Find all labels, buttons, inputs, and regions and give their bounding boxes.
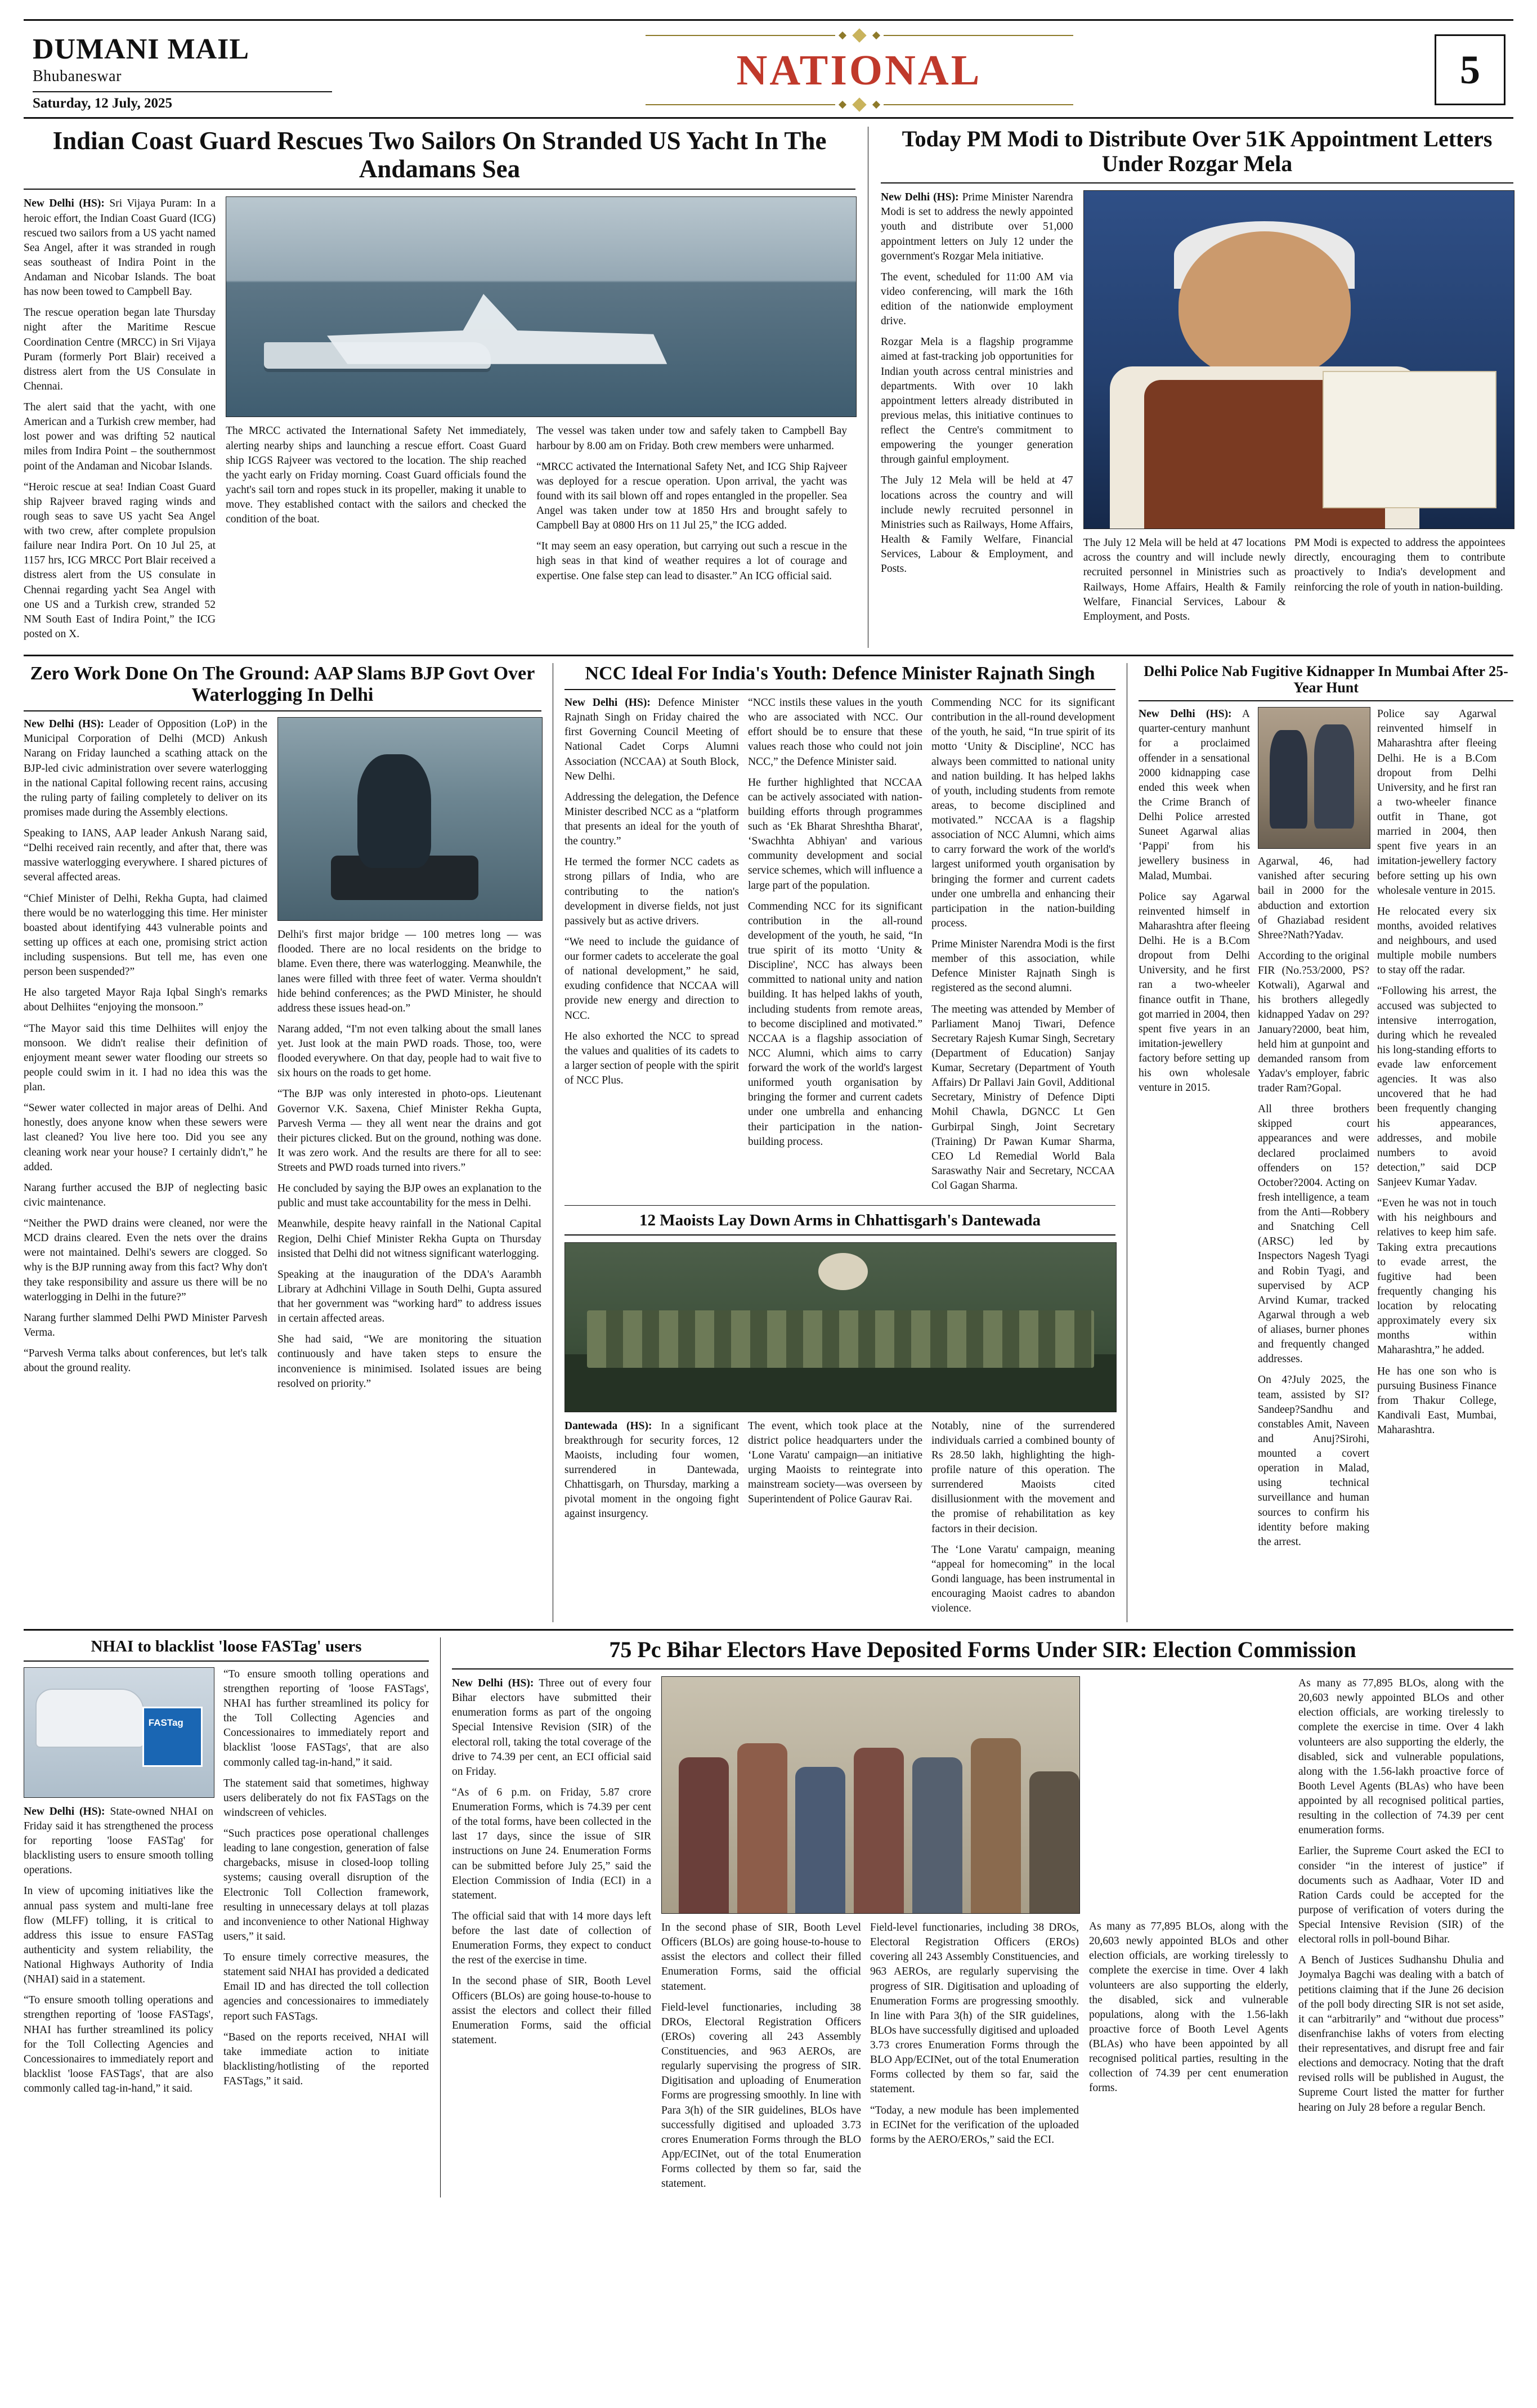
coastguard-para-1: New Delhi (HS): Sri Vijaya Puram: In a heroic effort, the Indian Coast Guard (ICG) rescued two sailors from a US yacht named Sea Angel, after it was stranded in rough seas southeast of Indira Point in the Andaman and Nicobar Islands. The boat has now been towed to Campbell Bay. [24,198,216,298]
sir-photo-spacer [1089,1676,1288,1919]
kidnapper-dateline: New Delhi (HS): [1139,708,1232,720]
aap-headline: Zero Work Done On The Ground: AAP Slams BJP Govt Over Waterlogging In Delhi [30,663,535,706]
sir-headline: 75 Pc Bihar Electors Have Deposited Forms Under SIR: Election Commission [609,1637,1356,1663]
article-kidnapper [1127,663,1513,1622]
sir-para-5: Field-level functionaries, including 38 DROs, Electoral Registration Officers (EROs) covering all 243 Assembly Constituencies, and 963 AEROs, are regularly supervising the progress of SIR. Digitisation and uploading of Enumeration Forms are progressing smoothly. In line with Para 3(h) of the SIR guidelines, BLOs have successfully digitised and uploaded 3.73 crores Enumeration Forms through the BLO App/ECINet, out of the total Enumeration Forms collected by them so far, said the statement. [661,2001,862,2190]
fastag-dateline: New Delhi (HS): [24,1805,105,1818]
sir-photo [661,1676,1080,1914]
kidnapper-para-3: According to the original FIR (No.?53/2000, PS?Kotwali), Agarwal and his brothers allegedly kidnapped Yadav on 29?January?2000, beat him, held him at gunpoint and demanded ransom from Yadav's employer, fabric trader Ram?Gopal. [1258,950,1369,1095]
sir-para-3: The official said that with 14 more days left before the last date of collection of Enumeration Forms, they expect to conduct the rest of the exercise in time. [452,1910,651,1967]
ornament-bottom [646,100,1073,110]
coastguard-para-8: “It may seem an easy operation, but carrying out such a rescue in the high seas in that kind of weather requires a lot of courage and expertise. One false step can lead to disaster.” An ICG official said. [536,540,848,582]
row-bottom [24,1637,1513,2197]
aap-para-4: He also targeted Mayor Raja Iqbal Singh's remarks about Delhiites “enjoying the monsoon.” [24,987,268,1014]
row-separator-2 [24,1629,1513,1631]
fastag-para-4: The statement said that sometimes, highway users deliberately do not fix FASTags on the windscreen of vehicles. [223,1777,429,1819]
aap-para-13: “The BJP was only interested in photo-ops. Lieutenant Governor V.K. Saxena, Chief Minister Rekha Gupta, Parvesh Verma — they all went near the drains and got their pictures clicked. But on the ground, nothing was done. It was zero work. And the results are there for all to see: Streets and PWD roads turned into rivers.” [277,1088,541,1174]
ncc-maoists-separator [564,1205,1115,1206]
ncc-dateline: New Delhi (HS): [564,697,651,709]
voter-shape-6 [971,1738,1021,1913]
rozgar-para-3: Rozgar Mela is a flagship programme aimed at fast-tracking job opportunities for Indian youth across central ministries and departments. With over 10 lakh appointment letters already distributed in previous melas, this initiative continues to reflect the Centre's commitment to empowering the younger generation through gainful employment. [881,336,1073,466]
maoists-para-1: Dantewada (HS): In a significant breakthrough for security forces, 12 Maoists, including four women, surrendered in Dantewada, Chhattisgarh, on Thursday, marking a pivotal moment in the ongoing fight against insurgency. [564,1420,740,1520]
rozgar-rule [881,182,1513,183]
coastguard-rule [24,189,855,190]
aap-para-2: Speaking to IANS, AAP leader Ankush Narang said, “Delhi received rain recently, and after that, there was massive waterlogging everywhere. I shared pictures of several affected areas. [24,827,268,884]
ncc-para-5: He also exhorted the NCC to spread the values and qualities of its cadets to a larger section of people with the spirit of NCC Plus. [564,1030,739,1087]
rozgar-para-4b: The July 12 Mela will be held at 47 locations across the country and will include newly recruited personnel in Ministries such as Railways, Home Affairs, Health & Family Welfare, Financial Services, Labour & Employment, and Posts. [1083,537,1286,623]
fastag-sign-label: FASTag [148,1717,183,1728]
voter-shape-4 [854,1748,904,1913]
surrendered-group-shape [587,1310,1094,1368]
fastag-para-7: “Based on the reports received, NHAI will take immediate action to initiate blacklisting/hotlisting of the reported FASTags,” it said. [223,2031,429,2088]
ncc-para-7: He further highlighted that NCCAA can be actively associated with nation-building efforts through programmes such as ‘Ek Bharat Shreshtha Bharat', ‘Swachhta Abhiyan' and various community development and social service schemes, which will influence a large part of the population. [748,776,922,892]
kidnapper-para-6: Police say Agarwal reinvented himself in Maharashtra after fleeing Delhi. He is a B.Com dropout from Delhi University, and he first ran a two-wheeler finance outfit in Thane, got married in 2004, then spent five years in an imitation-jewellery factory before setting up his own wholesale venture in 2015. [1377,708,1496,897]
sir-dateline: New Delhi (HS): [452,1677,534,1690]
ncc-headline: NCC Ideal For India's Youth: Defence Minister Rajnath Singh [585,663,1095,684]
appointment-letter-shape [1323,371,1497,508]
aap-para-10: “Parvesh Verma talks about conferences, but let's talk about the ground reality. [24,1348,268,1375]
kidnapper-para-10: He has one son who is pursuing Business Finance from Thakur College, Kandivali East, Mumbai, Maharashtra. [1377,1365,1496,1436]
fastag-photo [24,1667,214,1798]
page-number: 5 [1435,34,1505,105]
coastguard-para-7: “MRCC activated the International Safety Net, and ICG Ship Rajveer was deployed for a rescue operation. Upon arrival, the yacht was found with its sail blown off and ropes entangled in the propeller. Sea Angel was taken under tow at 1850 Hrs and brought safely to Campbell Bay at 0800 Hrs on 11 Jul 25,” the ICG added. [536,460,848,532]
newspaper-title: DUMANI MAIL [33,33,250,65]
voter-shape-5 [912,1757,962,1913]
aap-para-6: “Sewer water collected in major areas of Delhi. And honestly, does anyone know when these sewers were last cleaned? You live here too. Did you see any cleaning work near your house? I certainly didn't,” he added. [24,1102,268,1173]
aap-para-8: “Neither the PWD drains were cleaned, nor were the MCD drains cleared. Even the nets over the drains were not maintained. Delhi's sewers are clogged. So why is the BJP running away from this fact? Why don't they take responsibility and assure us there will be no waterlogging in Delhi in the future?” [24,1218,268,1303]
aap-para-3: “Chief Minister of Delhi, Rekha Gupta, had claimed there would be no waterlogging this time. Her minister boasted about identifying 443 vulnerable points and setting up offices at each one, promising strict action including suspensions. But tell me, has even one person been suspended?” [24,892,268,978]
maoists-para-3: Notably, nine of the surrendered individuals carried a combined bounty of Rs 28.50 lakh, highlighting the high-profile nature of this operation. The surrendered Maoists cited disillusionment with the movement and the promise of rehabilitation as key factors in their decision. [931,1420,1115,1535]
masthead-divider [33,91,332,92]
row-middle [24,663,1513,1622]
fastag-signboard-shape [142,1707,203,1767]
kidnapper-para-6a: Police say Agarwal reinvented himself in Maharashtra after fleeing Delhi. He is a B.Com dropout from Delhi University, and he first ran a two-wheeler finance outfit in Thane, got married in 2004, then spent five years in an imitation-jewellery factory before setting up his own wholesale venture in 2015. [1139,890,1250,1094]
sir-para-9: A Bench of Justices Sudhanshu Dhulia and Joymalya Bagchi was dealing with a batch of petitions claiming that if the June 26 decision of the poll body directing SIR is not set aside, it can “arbitrarily” and “without due process” disenfranchise lakhs of voters from electing their representatives, and disrupt free and fair elections and democracy. Noting that the draft revised rolls will be published in August, the Supreme Court listed the matter for further hearing on July 28 before a regular Bench. [1298,1954,1504,2114]
aap-para-7: Narang further accused the BJP of neglecting basic civic maintenance. [24,1181,268,1209]
rozgar-para-4: The July 12 Mela will be held at 47 locations across the country and will include newly recruited personnel in Ministries such as Railways, Home Affairs, Health & Family Welfare, Financial Services, Labour & Employment, and Posts. [881,475,1073,575]
masthead-left [24,29,348,111]
ncc-para-10: The meeting was attended by Member of Parliament Manoj Tiwari, Defence Secretary Rajesh Kumar Singh, Secretary (Department of Education) Sanjay Kumar, Secretary (Department of Youth Affairs) Dr Pallavi Jain Govil, Additional Secretary, Ministry of Defence Dipti Mohil Chawla, DGNCC Lt Gen Gurbirpal Singh, Joint Secretary (Training) Dr Pawan Kumar Sharma, CEO Ld Remedial World Bala Saraswathy Nair and Secretary, NCCAA Col Gagan Sharma. [931,1003,1115,1192]
ncc-para-2: Addressing the delegation, the Defence Minister described NCC as a “platform that presents an ideal for the youth of the country.” [564,791,739,848]
kidnapper-headline: Delhi Police Nab Fugitive Kidnapper In Mumbai After 25-Year Hunt [1144,663,1508,696]
aap-para-12: Narang added, “I'm not even talking about the small lanes yet. Just look at the main PWD roads. Those, too, were flooded everywhere. On that day, people had to wait five to six hours on the roads to get home. [277,1023,541,1080]
sir-para-2: “As of 6 p.m. on Friday, 5.87 crore Enumeration Forms, which is 74.39 per cent of the total forms, have been collected in the last 17 days, since the issue of SIR instructions on June 24. Enumeration Forms can be submitted before July 25,” said the Election Commission of India (ECI) in a statement. [452,1786,651,1901]
voter-shape-2 [737,1743,787,1913]
aap-photo [277,717,543,921]
fastag-para-2: In view of upcoming initiatives like the annual pass system and multi-lane free flow (MLFF) tolling, it is critical to address this issue to ensure FASTag authenticity and system reliability, the National Highways Authority of India (NHAI) said in a statement. [24,1885,213,1986]
section-title: NATIONAL [736,46,982,94]
coastguard-para-2: The rescue operation began late Thursday night after the Maritime Rescue Coordination Centre (MRCC) in Sri Vijaya Puram (formerly Port Blair) received a distress alert from the US Consulate in Chennai. [24,307,216,392]
ncc-para-8b: Commending NCC for its significant contribution in the all-round development of the youth, he said, “In true spirit of its motto ‘Unity & Discipline', NCC has always been committed to national unity and nation building. It has helped lakhs of youth, including students from remote areas, to become disciplined and motivated.” NCCAA is a flagship association of NCC Alumni, which aims to carry forward the work of the world's largest uniformed youth organisation by bringing the former and current cadets under one umbrella and enhancing their participation in the nation-building process. [931,697,1115,929]
masthead-center [348,29,1370,111]
ncc-para-4: “We need to include the guidance of our former cadets to accelerate the goal of national development,” he said, exuding confidence that NCCAA will provide new energy and direction to NCC. [564,936,739,1022]
coastguard-para-4: “Heroic rescue at sea! Indian Coast Guard ship Rajveer braved raging winds and rough seas to save US yacht Sea Angel with two crew, after complete propulsion failure near Indira Port. On 10 Jul 25, at 1157 hrs, ICG MRCC Port Blair received a distress alert from the US consulate in Chennai regarding yacht Sea Angel with one US and a Turkish crew, stranded 52 NM South East of Indira Point,” the ICG posted on X. [24,481,216,640]
kidnapper-para-7: He relocated every six months, avoided relatives and neighbours, and used multiple mobile numbers to stay off the radar. [1377,905,1496,977]
kidnapper-para-8: “Following his arrest, the accused was subjected to intensive interrogation, during which he revealed his long-standing efforts to evade law enforcement agencies. It was also uncovered that he had been frequently changing his appearances, addresses, and mobile numbers to avoid detection,” said DCP Sanjeev Kumar Yadav. [1377,985,1496,1189]
fastag-headline: NHAI to blacklist 'loose FASTag' users [91,1637,362,1656]
ncc-para-6: “NCC instils these values in the youth who are associated with NCC. Our effort should be to ensure that these values reach those who could not join NCC,” the Defence Minister said. [748,697,922,768]
sir-para-4: In the second phase of SIR, Booth Level Officers (BLOs) are going house-to-house to assist the electors and collect their filled Enumeration Forms, said the official statement. [452,1975,651,2046]
ornament-top [646,30,1073,41]
sir-para-1: New Delhi (HS): Three out of every four Bihar electors have submitted their enumeration forms as part of the ongoing Special Intensive Revision (SIR) of the electoral roll, taking the total coverage of the drive to 74.39 per cent, an ECI official said on Friday. [452,1677,651,1778]
sir-para-8: Earlier, the Supreme Court asked the ECI to consider “in the interest of justice” if documents such as Aadhaar, Voter ID and Ration Cards could be accepted for the purpose of verification of voters during the Special Intensive Revision (SIR) of the electoral rolls in poll-bound Bihar. [1298,1845,1504,1946]
aap-rule [24,710,541,711]
maoists-para-2: The event, which took place at the district police headquarters under the ‘Lone Varatu' campaign—an initiative urging Maoists to reintegrate into mainstream society—was overseen by Superintendent of Police Gaurav Rai. [748,1420,922,1506]
accused-shape [1314,724,1354,829]
fastag-para-3: “To ensure smooth tolling operations and strengthen reporting of 'loose FASTags', NHAI has further streamlined its policy for the Toll Collecting Agencies and Concessionaires to immediately report and blacklist 'loose FASTags', that are also commonly called tag-in-hand,” it said. [24,1994,213,2095]
row-top [24,127,1513,648]
modi-face-shape [1178,231,1351,380]
police-emblem-shape [818,1253,868,1290]
maoists-para-4: The ‘Lone Varatu' campaign, meaning “appeal for homecoming” in the local Gondi language, has been instrumental in encouraging Maoist cadres to abandon violence. [931,1543,1115,1615]
kidnapper-para-1: New Delhi (HS): A quarter-century manhunt for a proclaimed offender in a sensational 2000 kidnapping case ended this week when the Crime Branch of Delhi Police arrested Suneet Agarwal alias ‘Pappi' from his jewellery business in Malad, Mumbai. [1139,708,1250,882]
kidnapper-photo [1258,707,1370,849]
coastguard-headline: Indian Coast Guard Rescues Two Sailors On Stranded US Yacht In The Andamans Sea [52,126,827,183]
aap-para-11: Delhi's first major bridge — 100 metres long — was flooded. There are no local residents on the bridge to blame. Even there, there was waterlogging. Meanwhile, the lanes were filled with three feet of water. Verma shouldn't hide behind conferences; as the PWD Minister, he should address these issues head-on.” [277,929,541,1014]
fastag-para-5: “Such practices pose operational challenges leading to lane congestion, generation of false chargebacks, misuse in closed-loop tolling systems; causing overall disruption of the Electronic Toll Collection framework, resulting in unnecessary delays at toll plazas and inconvenience to other National Highway users,” it said. [223,1828,429,1942]
row-separator-1 [24,655,1513,656]
article-fastag [24,1637,440,2197]
coastguard-para-6: The vessel was taken under tow and safely taken to Campbell Bay harbour by 8.00 am on Friday. Both crew members were unharmed. [536,425,848,452]
police-officer-shape [1270,730,1307,829]
maoists-rule [564,1234,1115,1236]
coastguard-para-5: The MRCC activated the International Safety Net immediately, alerting nearby ships and launching a rescue effort. Coast Guard ship ICGS Rajveer was vectored to the location. The ship reached the yacht early on Friday morning. Coast Guard officials found the yacht's sail torn and ropes stuck in its propeller, making it unable to move. They established contact with the sailors and checked the condition of the boat. [226,425,527,526]
article-ncc-group [553,663,1127,1622]
ncc-para-9: Prime Minister Narendra Modi is the first member of this association, while Defence Minister Rajnath Singh is registered as the second alumni. [931,938,1115,995]
aap-para-17: She had said, “We are monitoring the situation continuously and have taken steps to ensure the inconvenience is minimised. Isolated issues are being resolved on priority.” [277,1333,541,1390]
ncc-rule [564,689,1115,690]
rozgar-dateline: New Delhi (HS): [881,191,959,204]
ncc-para-8: Commending NCC for its significant contribution in the all-round development of the youth, he said, “In true spirit of its motto ‘Unity & Discipline', NCC has always been committed to national unity and nation building. It has helped lakhs of youth, including students from remote areas, to become disciplined and motivated.” NCCAA is a flagship association of NCC Alumni, which aims to carry forward the work of the world's largest uniformed youth organisation by bringing the former and current cadets under one umbrella and enhancing their participation in the nation-building process. [748,900,922,1148]
aap-para-5: “The Mayor said this time Delhiites will enjoy the monsoon. We didn't realise their definition of enjoyment meant sewer water flooding our streets so people could swim in it. I had no idea this was the plan. [24,1022,268,1094]
aap-dateline: New Delhi (HS): [24,718,104,731]
voter-shape-1 [679,1757,729,1913]
kidnapper-para-9: “Even he was not in touch with his neighbours and relatives to keep him safe. Taking extra precautions to evade arrest, the fugitive had been frequently changing his location by relocating approximately every six months within Maharashtra,” he added. [1377,1197,1496,1357]
yacht-shape [264,342,491,369]
article-coastguard [24,127,868,648]
article-sir [440,1637,1513,2197]
coastguard-para-3: The alert said that the yacht, with one American and a Turkish crew member, had lost power and was drifting 52 nautical miles from Indira Point – the southernmost point of the Andaman and Nicobar Islands. [24,401,216,472]
fastag-para-3b: “To ensure smooth tolling operations and strengthen reporting of 'loose FASTags', NHAI has further streamlined its policy for the Toll Collecting Agencies and Concessionaires to immediately report and blacklist 'loose FASTags', that are also commonly called tag-in-hand,” it said. [223,1668,429,1769]
fastag-para-6: To ensure timely corrective measures, the statement said NHAI has provided a dedicated Email ID and has directed the toll collection agencies and concessionaires to immediately report such FASTags. [223,1952,429,2022]
rozgar-headline: Today PM Modi to Distribute Over 51K Appointment Letters Under Rozgar Mela [902,126,1493,177]
maoists-dateline: Dantewada (HS): [564,1420,652,1432]
fastag-para-1: New Delhi (HS): State-owned NHAI on Friday said it has strengthened the process for reporting 'loose FASTag' for blacklisting users to ensure smooth tolling operations. [24,1805,214,1877]
aap-para-15: Meanwhile, despite heavy rainfall in the National Capital Region, Delhi Chief Minister Rekha Gupta on Thursday insisted that Delhi did not witness significant waterlogging. [277,1218,541,1260]
fastag-rule [24,1660,429,1662]
sir-para-4b: In the second phase of SIR, Booth Level Officers (BLOs) are going house-to-house to assist the electors and collect their filled Enumeration Forms, said the official statement. [661,1922,862,1993]
edition-city: Bhubaneswar [33,67,122,85]
aap-para-14: He concluded by saying the BJP owes an explanation to the public and must take accountability for the mess in Delhi. [277,1183,541,1210]
kidnapper-para-4: All three brothers skipped court appearances and were declared proclaimed offenders on 15?October?2004. Acting on fresh intelligence, a team from the Anti—Robbery and Snatching Cell (ARSC) led by Inspectors Nagesh Tyagi and Robin Tyagi, and supervised by ACP Arvind Kumar, tracked Agarwal through a web of aliases, burner phones and frequently changed addresses. [1258,1103,1369,1366]
aap-para-1: New Delhi (HS): Leader of Opposition (LoP) in the Municipal Corporation of Delhi (MCD) Ankush Narang on Friday launched a scathing attack on the BJP-led civic administration over severe waterlogging in the national Capital following recent rains, accusing the ruling party of failing completely to deliver on its promises made during the Assembly elections. [24,718,268,818]
article-aap [24,663,553,1622]
sir-para-7b: As many as 77,895 BLOs, along with the 20,603 newly appointed BLOs and other election officials, are working tirelessly to complete the exercise in time. Over 4 lakh volunteers are also supporting the elderly, the disabled, sick and vulnerable populations, along with the 1.56-lakh proactive force of Booth Level Agents (BLAs) who have been appointed by all recognised political parties, resulting in the collection of 74.39 per cent enumeration forms. [1298,1677,1504,1837]
article-rozgar [868,127,1513,648]
sir-rule [452,1668,1513,1670]
aap-para-16: Speaking at the inauguration of the DDA's Aarambh Library at Adhchini Village in South Delhi, Gupta assured that her government was “working hard” to address issues in certain affected areas. [277,1268,541,1325]
kidnapper-rule [1139,700,1513,701]
maoists-photo [564,1242,1117,1412]
kidnapper-para-5: On 4?July 2025, the team, assisted by SI?Sandeep?Sandhu and constables Amit, Naveen and Anuj?Sirohi, mounted a covert operation in Malad, using technical surveillance and human sources to confirm his identity before making the arrest. [1258,1374,1369,1548]
rozgar-para-1: New Delhi (HS): Prime Minister Narendra Modi is set to address the newly appointed youth and distribute over 51,000 appointment letters on July 12 under the government's Rozgar Mela initiative. [881,191,1073,262]
rozgar-photo [1083,190,1514,529]
sir-para-6: “Today, a new module has been implemented in ECINet for the verification of the uploaded forms by the AERO/EROs,” said the ECI. [870,2104,1079,2146]
kidnapper-para-2: Agarwal, 46, had vanished after securing bail in 2000 for the abduction and extortion of Ghaziabad resident Shree?Nath?Yadav. [1258,856,1369,941]
masthead-right [1370,29,1513,111]
ncc-para-1: New Delhi (HS): Defence Minister Rajnath Singh on Friday chaired the first Governing Council Meeting of National Cadet Corps Alumni Association (NCCAA) at South Block, New Delhi. [564,697,740,782]
coastguard-photo [226,196,857,417]
rider-shape [357,754,431,868]
ncc-para-3: He termed the former NCC cadets as strong pillars of India, who are contributing to the nation's development in diverse fields, not just passively but as active drivers. [564,856,739,927]
voter-shape-7 [1029,1771,1079,1913]
rozgar-para-5: PM Modi is expected to address the appointees directly, encouraging them to contribute proactively to India's development and reinforcing the role of youth in nation-building. [1294,537,1505,593]
sir-para-5b: Field-level functionaries, including 38 DROs, Electoral Registration Officers (EROs) covering all 243 Assembly Constituencies, and 963 AEROs, are regularly supervising the progress of SIR. Digitisation and uploading of Enumeration Forms are progressing smoothly. In line with Para 3(h) of the SIR guidelines, BLOs have successfully digitised and uploaded 3.73 crores Enumeration Forms through the BLO App/ECINet, out of the total Enumeration Forms collected by them so far, said the statement. [870,1922,1079,2096]
voter-shape-3 [795,1767,845,1913]
maoists-headline: 12 Maoists Lay Down Arms in Chhattisgarh's Dantewada [639,1211,1041,1230]
sir-para-7: As many as 77,895 BLOs, along with the 20,603 newly appointed BLOs and other election officials, are working tirelessly to complete the exercise in time. Over 4 lakh volunteers are also supporting the elderly, the disabled, sick and vulnerable populations, along with the 1.56-lakh proactive force of Booth Level Agents (BLAs) who have been appointed by all recognised political parties, resulting in the collection of 74.39 per cent enumeration forms. [1089,1921,1288,2094]
aap-para-9: Narang further slammed Delhi PWD Minister Parvesh Verma. [24,1312,268,1339]
masthead [24,19,1513,119]
rozgar-para-2: The event, scheduled for 11:00 AM via video conferencing, will mark the 16th edition of the nationwide employment drive. [881,271,1073,328]
car-shape [35,1689,144,1748]
coastguard-dateline: New Delhi (HS): [24,198,105,210]
edition-date: Saturday, 12 July, 2025 [33,95,172,111]
